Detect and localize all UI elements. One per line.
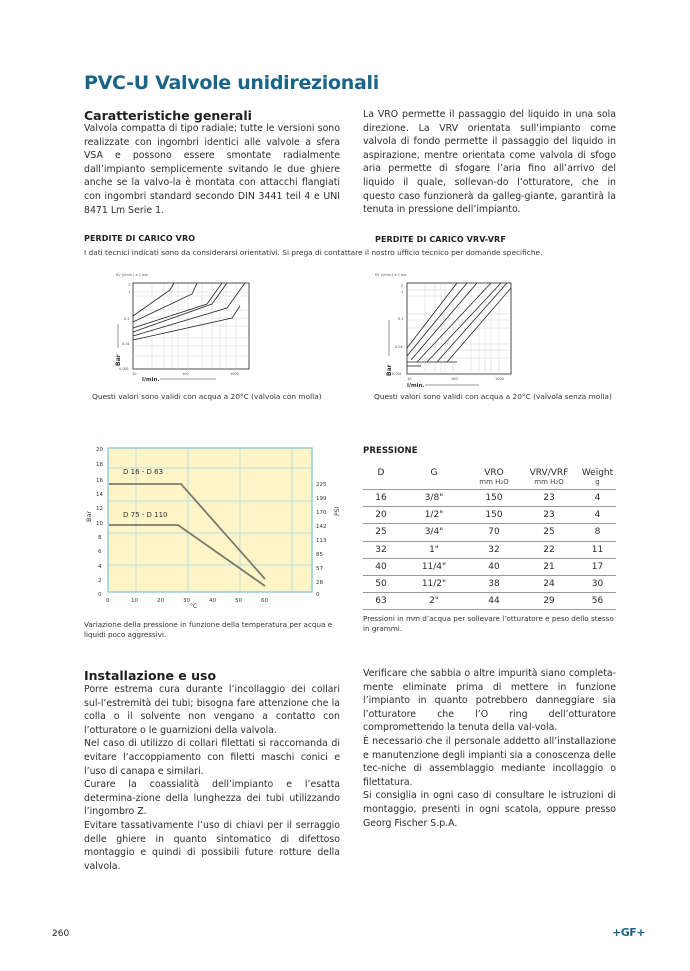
svg-text:D 75 - D 110: D 75 - D 110 (123, 511, 168, 519)
col-header-d: D (377, 468, 385, 478)
svg-text:8: 8 (98, 535, 102, 541)
svg-text:0.01: 0.01 (122, 342, 130, 346)
svg-text:10: 10 (407, 377, 412, 381)
svg-text:Bar: Bar (386, 364, 393, 376)
svg-text:30: 30 (183, 598, 190, 604)
svg-text:0: 0 (98, 592, 102, 598)
svg-text:20: 20 (96, 447, 103, 453)
svg-text:100: 100 (451, 377, 458, 381)
pressure-table (363, 466, 616, 610)
general-heading: Caratteristiche generali (84, 108, 252, 123)
svg-text:0: 0 (106, 598, 110, 604)
installation-heading: Installazione e uso (84, 668, 217, 683)
svg-text:l/min.: l/min. (407, 383, 425, 389)
vrv-loss-chart (367, 266, 527, 390)
svg-text:°C: °C (190, 603, 198, 610)
svg-text:6: 6 (98, 549, 102, 555)
svg-text:0.1: 0.1 (124, 317, 130, 321)
svg-text:142: 142 (316, 524, 327, 530)
gf-logo: +GF+ (612, 926, 645, 939)
svg-text:0.01: 0.01 (395, 345, 403, 349)
table-row: 25 3/4" 70 25 8 (363, 524, 616, 541)
table-row: 20 1/2" 150 23 4 (363, 507, 616, 524)
svg-text:16: 16 (96, 478, 103, 484)
pressure-chart-caption: Variazione della pressione in funzione della temperatura per acqua e liquidi poco aggressivi. (84, 620, 333, 639)
table-row: 40 11/4" 40 21 17 (363, 558, 616, 575)
col-header-vro: VRO (484, 468, 504, 478)
kv-label: KV (l/min.) a 1 bar (375, 273, 407, 277)
vrv-chart-caption: Questi valori sono validi con acqua a 20°C (valvola senza molla) (374, 392, 612, 401)
svg-text:0: 0 (316, 592, 320, 598)
table-row: 16 3/8" 150 23 4 (363, 490, 616, 507)
svg-text:85: 85 (316, 552, 323, 558)
col-header-weight: Weight (581, 468, 614, 478)
kv-label: KV (l/min.) a 1 bar (116, 273, 148, 277)
svg-text:PSI: PSI (334, 506, 341, 516)
svg-text:40: 40 (209, 598, 216, 604)
svg-text:12: 12 (96, 506, 103, 512)
losses-note: I dati tecnici indicati sono da considerarsi orientativi. Si prega di contattare il nostro ufficio tecnico per domande specifiche. (84, 248, 543, 257)
svg-text:2: 2 (128, 283, 131, 287)
svg-text:1: 1 (128, 290, 131, 294)
installation-left-text: Porre estrema cura durante l’incollaggio dei collari sul-l’estremità dei tubi; bisogna fare attenzione che la colla o il solvente non vengano a contatto con l’otturatore o le guarnizioni della valvola. Nel caso di utilizzo di collari filettati si raccomanda di evitare l’accoppiamento con filetti maschi conici e l’uso di canapa e similari. Curare la coassialità dell’impianto e l’esatta determina-zione della lunghezza dei tubi utilizzando l’ingombro Z. Evitare tassativamente l’uso di chiavi per il serraggio delle ghiere in quanto sintomatico di difettoso montaggio e quindi di possibili future rotture della valvola. (84, 684, 340, 872)
svg-text:20: 20 (157, 598, 164, 604)
svg-text:57: 57 (316, 566, 323, 572)
svg-text:18: 18 (96, 462, 103, 468)
svg-text:0.1: 0.1 (398, 317, 404, 321)
svg-text:Bar: Bar (85, 510, 93, 522)
svg-text:10: 10 (132, 372, 137, 376)
svg-text:l/min.: l/min. (142, 377, 160, 383)
general-left-text: Valvola compatta di tipo radiale; tutte le versioni sono realizzate con ingombri identici alle valvole a sfera VSA e possono essere smontate radialmente dall’impianto semplicemente svitando le due ghiere anche se la valvo-la è montata con attacchi flangiati con ingombri standard secondo DIN 3441 teil 4 e UNI 8471 Lm Serie 1. (84, 123, 340, 216)
svg-text:10: 10 (96, 521, 103, 527)
svg-text:Bar: Bar (115, 354, 122, 366)
unit-weight: g (579, 478, 616, 490)
svg-text:170: 170 (316, 510, 327, 516)
unit-vrv: mm H₂O (519, 478, 579, 490)
pressure-table-caption: Pressioni in mm d’acqua per sollevare l’otturatore e peso dello stesso in grammi. (363, 614, 614, 633)
col-header-g: G (430, 468, 438, 478)
svg-text:199: 199 (316, 496, 327, 502)
svg-text:10: 10 (131, 598, 138, 604)
svg-text:1000: 1000 (230, 372, 239, 376)
pressure-temperature-chart (82, 442, 352, 612)
svg-text:225: 225 (316, 482, 327, 488)
table-row: 50 11/2" 38 24 30 (363, 575, 616, 592)
svg-text:0.001: 0.001 (119, 367, 130, 371)
svg-text:60: 60 (261, 598, 268, 604)
col-header-vrv: VRV/VRF (529, 468, 569, 478)
losses-vro-heading: PERDITE DI CARICO VRO (84, 234, 196, 243)
svg-text:100: 100 (182, 372, 189, 376)
losses-vrv-heading: PERDITE DI CARICO VRV-VRF (375, 235, 506, 244)
vro-loss-chart (112, 266, 272, 384)
svg-text:4: 4 (98, 564, 102, 570)
svg-text:1: 1 (401, 290, 404, 294)
svg-text:D 16 - D 63: D 16 - D 63 (123, 468, 164, 476)
table-row: 32 1" 32 22 11 (363, 541, 616, 558)
svg-text:1000: 1000 (495, 377, 504, 381)
svg-text:2: 2 (401, 284, 404, 288)
svg-text:28: 28 (316, 580, 323, 586)
svg-text:0.001: 0.001 (392, 372, 403, 376)
table-row: 63 2" 44 29 56 (363, 593, 616, 610)
page-title: PVC-U Valvole unidirezionali (84, 72, 379, 94)
pressure-table-heading: PRESSIONE (363, 446, 418, 456)
page-number: 260 (52, 929, 70, 939)
vro-chart-caption: Questi valori sono validi con acqua a 20°C (valvola con molla) (92, 392, 322, 401)
unit-vro: mm H₂O (469, 478, 519, 490)
svg-text:2: 2 (98, 578, 102, 584)
svg-text:50: 50 (235, 598, 242, 604)
svg-text:113: 113 (316, 538, 327, 544)
svg-text:14: 14 (96, 492, 103, 498)
general-right-text: La VRO permette il passaggio del liquido in una sola direzione. La VRV orientata sull’impianto come valvola di fondo permette il passaggio del liquido in aspirazione, mentre orientata come valvola di sfogo aria permette di sfogare l’aria fino all’arrivo del liquido il quale, sollevan-do l’otturatore, che in questo caso funzionerà da galleg-giante, garantirà la tenuta in pressione dell’impianto. (363, 109, 616, 216)
installation-right-text: Verificare che sabbia o altre impurità siano completa-mente eliminate prima di mettere in funzione l’impianto in quanto potrebbero danneggiare sia l’otturatore che l’O ring dell’otturatore compromettendo la tenuta della val-vola. È necessario che il personale addetto all’installazione e manutenzione degli impianti sia a conoscenza delle tec-niche di assemblaggio mediante incollaggio o filettatura. Si consiglia in ogni caso di consultare le istruzioni di montaggio, presenti in ogni scatola, oppure presso Georg Fischer S.p.A. (363, 668, 616, 829)
